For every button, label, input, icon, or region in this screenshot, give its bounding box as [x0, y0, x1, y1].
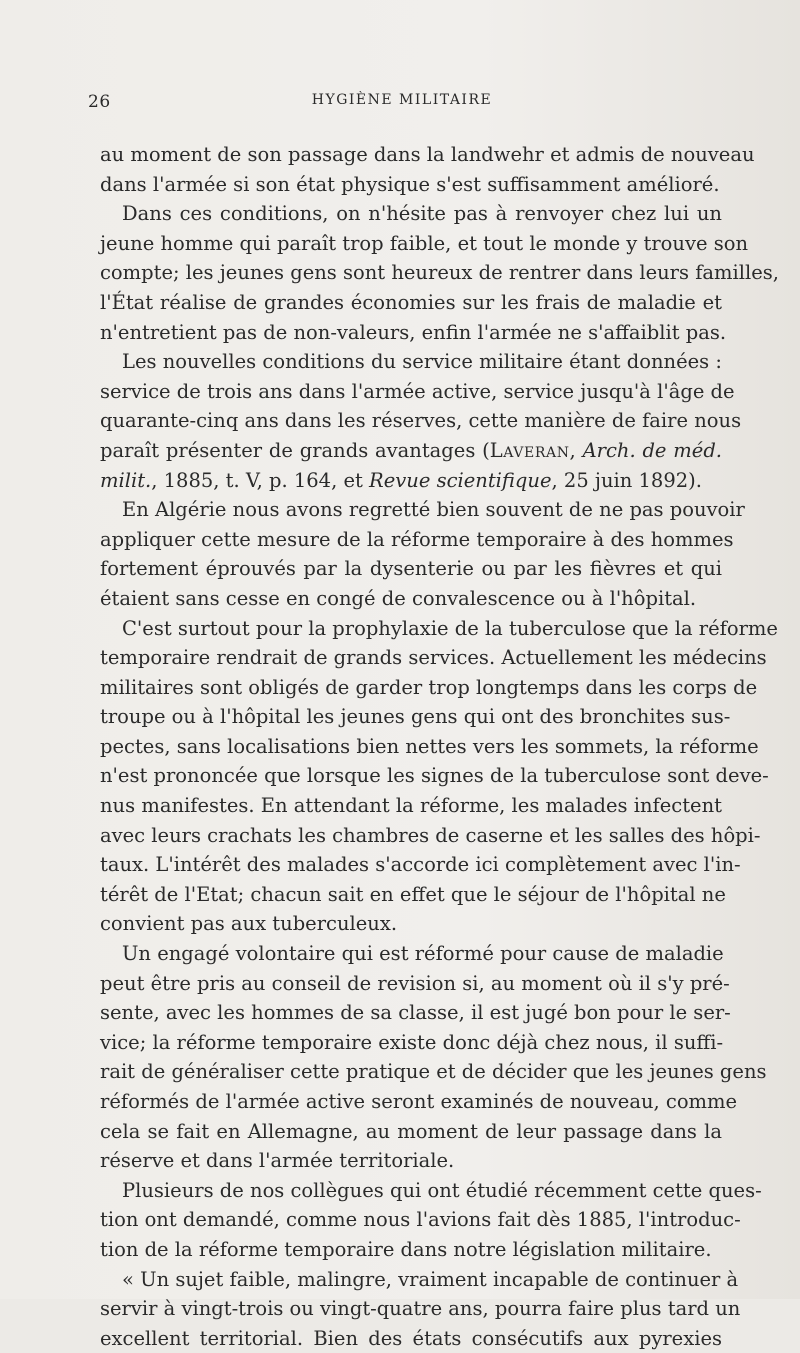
text-line: En Algérie nous avons regretté bien souvent de ne pas pouvoir — [122, 498, 745, 522]
text-line — [100, 466, 722, 496]
text-line: sente, avec les hommes de sa classe, il est jugé bon pour le ser- — [100, 1001, 731, 1025]
text-line: convient pas aux tuberculeux. — [100, 912, 398, 936]
text-line: Dans ces conditions, on n'hésite pas à renvoyer chez lui un — [122, 202, 722, 226]
text-line: peut être pris au conseil de revision si, au moment où il s'y pré- — [100, 971, 730, 995]
text-line: avec leurs crachats les chambres de caserne et les salles des hôpi- — [100, 823, 761, 847]
text-line: n'entretient pas de non-valeurs, enfin l'armée ne s'affaiblit pas. — [100, 320, 727, 344]
text-line: n'est prononcée que lorsque les signes de la tuberculose sont deve- — [100, 764, 769, 788]
text-line: service de trois ans dans l'armée active, service jusqu'à l'âge de — [100, 379, 735, 403]
journal-title: Arch. de méd. — [582, 438, 722, 462]
running-title: HYGIÈNE MILITAIRE — [311, 92, 493, 108]
text-line: servir à vingt-trois ou vingt-quatre ans, pourra faire plus tard un — [100, 1297, 741, 1321]
page-number: 26 — [88, 92, 111, 112]
text-line: dans l'armée si son état physique s'est suffisamment amélioré. — [100, 172, 720, 196]
text-line: au moment de son passage dans la landwehr et admis de nouveau — [100, 143, 755, 166]
text-line: appliquer cette mesure de la réforme temporaire à des hommes — [100, 527, 734, 551]
body-text — [100, 140, 779, 1353]
text-run: , — [569, 438, 583, 462]
text-line: compte; les jeunes gens sont heureux de rentrer dans leurs familles, — [100, 261, 779, 285]
text-line: militaires sont obligés de garder trop longtemps dans les corps de — [100, 675, 758, 699]
text-line: Un engagé volontaire qui est réformé pour cause de maladie — [122, 942, 724, 966]
text-line: térêt de l'Etat; chacun sait en effet que le séjour de l'hôpital ne — [100, 882, 726, 906]
text-line: troupe ou à l'hôpital les jeunes gens qui ont des bronchites sus- — [100, 705, 731, 729]
text-line: tion ont demandé, comme nous l'avions fait dès 1885, l'introduc- — [100, 1208, 741, 1232]
text-run: paraît présenter de grands avantages ( — [100, 438, 490, 462]
journal-title: Revue scientifique — [369, 468, 552, 492]
text-run: , 25 juin 1892). — [551, 468, 702, 492]
author-name: Laveran — [489, 438, 570, 462]
text-line: « Un sujet faible, malingre, vraiment incapable de continuer à — [122, 1267, 739, 1291]
journal-title: milit. — [100, 468, 152, 492]
text-line: cela se fait en Allemagne, au moment de leur passage dans la — [100, 1119, 722, 1143]
text-line: jeune homme qui paraît trop faible, et tout le monde y trouve son — [100, 231, 749, 255]
text-line: vice; la réforme temporaire existe donc déjà chez nous, il suffi- — [100, 1030, 724, 1054]
text-line: excellent territorial. Bien des états consécutifs aux pyrexies — [100, 1326, 722, 1350]
text-line: étaient sans cesse en congé de convalescence ou à l'hôpital. — [100, 586, 697, 610]
text-line — [100, 436, 722, 466]
text-line: Plusieurs de nos collègues qui ont étudié récemment cette ques- — [122, 1178, 762, 1202]
text-line: réserve et dans l'armée territoriale. — [100, 1149, 455, 1173]
text-line: temporaire rendrait de grands services. Actuellement les médecins — [100, 646, 767, 670]
text-run: , 1885, t. V, p. 164, et — [151, 468, 370, 492]
text-line: Les nouvelles conditions du service militaire étant données : — [122, 350, 722, 374]
text-line: taux. L'intérêt des malades s'accorde ici complètement avec l'in- — [100, 853, 741, 877]
text-line: rait de généraliser cette pratique et de décider que les jeunes gens — [100, 1060, 767, 1084]
page-header — [88, 92, 716, 116]
text-line: C'est surtout pour la prophylaxie de la tuberculose que la réforme — [122, 616, 778, 640]
text-line: nus manifestes. En attendant la réforme, les malades infectent — [100, 794, 722, 818]
text-line: pectes, sans localisations bien nettes vers les sommets, la réforme — [100, 734, 759, 758]
text-line: quarante-cinq ans dans les réserves, cette manière de faire nous — [100, 409, 742, 433]
text-line: réformés de l'armée active seront examinés de nouveau, comme — [100, 1090, 738, 1113]
text-line: fortement éprouvés par la dysenterie ou par les fièvres et qui — [100, 557, 722, 581]
text-line: l'État réalise de grandes économies sur les frais de maladie et — [100, 290, 722, 314]
text-line: tion de la réforme temporaire dans notre législation militaire. — [100, 1237, 712, 1261]
